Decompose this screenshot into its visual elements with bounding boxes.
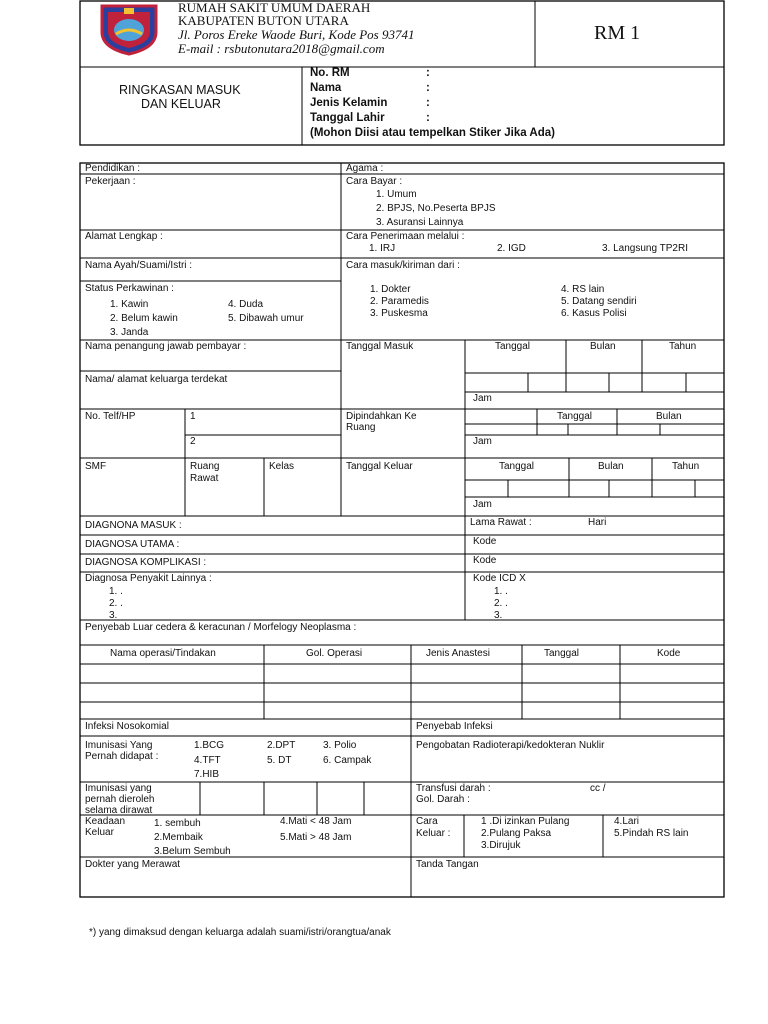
label-nama: Nama <box>310 82 342 94</box>
label-diagnosa-lain: Diagnosa Penyakit Lainnya : <box>85 573 212 584</box>
option-pindah-rs[interactable]: 5.Pindah RS lain <box>614 828 689 839</box>
header-tanggal-pindah: Tanggal <box>557 411 593 422</box>
label-ruang: Ruang <box>346 422 376 433</box>
label-cara-masuk: Cara masuk/kiriman dari : <box>346 260 460 271</box>
col-kode-operasi: Kode <box>657 648 681 659</box>
footnote: *) yang dimaksud dengan keluarga adalah suami/istri/orangtua/anak <box>89 927 391 938</box>
label-pekerjaan[interactable]: Pekerjaan : <box>85 176 136 187</box>
label-tanggal-lahir: Tanggal Lahir <box>310 112 385 124</box>
option-penerimaan-igd[interactable]: 2. IGD <box>497 243 526 254</box>
label-jam-pindah: Jam <box>473 436 492 447</box>
label-cara-penerimaan: Cara Penerimaan melalui : <box>346 231 465 242</box>
label-kelas: Kelas <box>269 461 295 472</box>
label-cara-keluar-2: Keluar : <box>416 828 451 839</box>
option-janda[interactable]: 3. Janda <box>110 327 149 338</box>
option-kawin[interactable]: 1. Kawin <box>110 299 149 310</box>
kode-icd-1[interactable]: 1. . <box>494 586 508 597</box>
label-hari: Hari <box>588 517 607 528</box>
col-nama-operasi: Nama operasi/Tindakan <box>110 648 216 659</box>
hospital-address: Jl. Poros Ereke Waode Buri, Kode Pos 93741 <box>178 27 415 42</box>
option-bayar-umum[interactable]: 1. Umum <box>376 189 417 200</box>
diagnosa-lain-3[interactable]: 3. <box>109 610 118 621</box>
option-penerimaan-langsung[interactable]: 3. Langsung TP2RI <box>602 243 688 254</box>
label-alamat[interactable]: Alamat Lengkap : <box>85 231 163 242</box>
label-imun-dirawat-2: pernah dieroleh <box>85 794 155 805</box>
label-imunisasi-1: Imunisasi Yang <box>85 740 153 751</box>
option-sembuh[interactable]: 1. sembuh <box>154 818 201 829</box>
header-bulan-keluar: Bulan <box>598 461 624 472</box>
option-dt[interactable]: 5. DT <box>267 755 292 766</box>
label-cara-keluar-1: Cara <box>416 816 438 827</box>
option-campak[interactable]: 6. Campak <box>323 755 372 766</box>
label-gol-darah[interactable]: Gol. Darah : <box>416 794 470 805</box>
option-bayar-bpjs[interactable]: 2. BPJS, No.Peserta BPJS <box>376 203 496 214</box>
label-cc: cc / <box>590 783 606 794</box>
label-imunisasi-2: Pernah didapat : <box>85 751 159 762</box>
colon: : <box>426 97 430 109</box>
col-tanggal-operasi: Tanggal <box>544 648 580 659</box>
label-lama-rawat[interactable]: Lama Rawat : <box>470 517 532 528</box>
option-mati-lebih-48[interactable]: 5.Mati > 48 Jam <box>280 832 352 843</box>
regency-name: KABUPATEN BUTON UTARA <box>178 13 349 28</box>
option-masuk-paramedis[interactable]: 2. Paramedis <box>370 296 429 307</box>
colon: : <box>426 82 430 94</box>
option-duda[interactable]: 4. Duda <box>228 299 264 310</box>
hospital-email: E-mail : rsbutonutara2018@gmail.com <box>178 41 385 56</box>
option-mati-kurang-48[interactable]: 4.Mati < 48 Jam <box>280 816 352 827</box>
label-nama-ayah[interactable]: Nama Ayah/Suami/Istri : <box>85 260 193 271</box>
option-masuk-polisi[interactable]: 6. Kasus Polisi <box>561 308 627 319</box>
label-diagnosa-masuk[interactable]: DIAGNONA MASUK : <box>85 520 182 531</box>
option-hib[interactable]: 7.HIB <box>194 769 220 780</box>
label-agama[interactable]: Agama : <box>346 163 384 174</box>
option-penerimaan-irj[interactable]: 1. IRJ <box>369 243 396 254</box>
diagnosa-lain-2[interactable]: 2. . <box>109 598 123 609</box>
sticker-note: (Mohon Diisi atau tempelkan Stiker Jika Ada) <box>310 127 555 139</box>
option-masuk-puskesma[interactable]: 3. Puskesma <box>370 308 428 319</box>
label-keluarga[interactable]: Nama/ alamat keluarga terdekat <box>85 374 228 385</box>
label-kode-komplikasi[interactable]: Kode <box>473 555 497 566</box>
label-transfusi[interactable]: Transfusi darah : <box>416 783 491 794</box>
label-imun-dirawat-1: Imunisasi yang <box>85 783 152 794</box>
label-tanda-tangan[interactable]: Tanda Tangan <box>416 859 479 870</box>
telf-field-2[interactable]: 2 <box>190 436 196 447</box>
option-bayar-asuransi[interactable]: 3. Asuransi Lainnya <box>376 217 464 228</box>
label-smf: SMF <box>85 461 107 472</box>
option-belum-kawin[interactable]: 2. Belum kawin <box>110 313 178 324</box>
label-jam-keluar: Jam <box>473 499 492 510</box>
label-diagnosa-komplikasi[interactable]: DIAGNOSA KOMPLIKASI : <box>85 557 207 568</box>
option-izin-pulang[interactable]: 1 .Di izinkan Pulang <box>481 816 570 827</box>
regency-emblem-icon <box>96 2 162 56</box>
option-masuk-sendiri[interactable]: 5. Datang sendiri <box>561 296 637 307</box>
label-jenis-kelamin: Jenis Kelamin <box>310 97 388 109</box>
kode-icd-3[interactable]: 3. <box>494 610 503 621</box>
label-imun-dirawat-3: selama dirawat <box>85 805 153 816</box>
header-tanggal-keluar: Tanggal <box>499 461 535 472</box>
label-tanggal-keluar: Tanggal Keluar <box>346 461 413 472</box>
option-bcg[interactable]: 1.BCG <box>194 740 225 751</box>
label-infeksi[interactable]: Infeksi Nosokomial <box>85 721 169 732</box>
label-no-rm: No. RM <box>310 67 350 79</box>
label-telf: No. Telf/HP <box>85 411 136 422</box>
label-pengobatan[interactable]: Pengobatan Radioterapi/kedokteran Nuklir <box>416 740 605 751</box>
option-lari[interactable]: 4.Lari <box>614 816 640 827</box>
diagnosa-lain-1[interactable]: 1. . <box>109 586 123 597</box>
label-jam: Jam <box>473 393 492 404</box>
header-tanggal: Tanggal <box>495 341 531 352</box>
label-kode-utama[interactable]: Kode <box>473 536 497 547</box>
kode-icd-2[interactable]: 2. . <box>494 598 508 609</box>
option-dpt[interactable]: 2.DPT <box>267 740 296 751</box>
form-title-line2: DAN KELUAR <box>141 97 221 111</box>
option-masuk-rs-lain[interactable]: 4. RS lain <box>561 284 605 295</box>
option-dirujuk[interactable]: 3.Dirujuk <box>481 840 521 851</box>
colon: : <box>426 67 430 79</box>
label-keadaan-2: Keluar <box>85 827 114 838</box>
label-status-perkawinan: Status Perkawinan : <box>85 283 174 294</box>
col-gol-operasi: Gol. Operasi <box>306 648 363 659</box>
header-tahun: Tahun <box>669 341 697 352</box>
label-ruang-rawat-2: Rawat <box>190 473 219 484</box>
label-penyebab-luar[interactable]: Penyebab Luar cedera & keracunan / Morfelogy Neoplasma : <box>85 622 357 633</box>
option-pulang-paksa[interactable]: 2.Pulang Paksa <box>481 828 552 839</box>
label-cara-bayar: Cara Bayar : <box>346 176 403 187</box>
telf-field-1[interactable]: 1 <box>190 411 196 422</box>
form-title-line1: RINGKASAN MASUK <box>119 83 241 97</box>
hospital-name: RUMAH SAKIT UMUM DAERAH <box>178 0 371 15</box>
header-tahun-keluar: Tahun <box>672 461 700 472</box>
option-membaik[interactable]: 2.Membaik <box>154 832 203 843</box>
label-keadaan-1: Keadaan <box>85 816 126 827</box>
label-diagnosa-utama[interactable]: DIAGNOSA UTAMA : <box>85 539 180 550</box>
label-dipindahkan: Dipindahkan Ke <box>346 411 417 422</box>
option-polio[interactable]: 3. Polio <box>323 740 357 751</box>
label-pendidikan[interactable]: Pendidikan : <box>85 163 141 174</box>
form-code: RM 1 <box>594 22 641 44</box>
label-ruang-rawat-1: Ruang <box>190 461 220 472</box>
option-belum-sembuh[interactable]: 3.Belum Sembuh <box>154 846 231 857</box>
label-kode-icd: Kode ICD X <box>473 573 526 584</box>
option-dibawah-umur[interactable]: 5. Dibawah umur <box>228 313 304 324</box>
label-penanggung[interactable]: Nama penangung jawab pembayar : <box>85 341 247 352</box>
colon: : <box>426 112 430 124</box>
header-bulan: Bulan <box>590 341 616 352</box>
option-tft[interactable]: 4.TFT <box>194 755 221 766</box>
label-tanggal-masuk: Tanggal Masuk <box>346 341 414 352</box>
col-jenis-anastesi: Jenis Anastesi <box>426 648 490 659</box>
header-bulan-pindah: Bulan <box>656 411 682 422</box>
option-masuk-dokter[interactable]: 1. Dokter <box>370 284 411 295</box>
label-penyebab-infeksi[interactable]: Penyebab Infeksi <box>416 721 493 732</box>
label-dokter-merawat[interactable]: Dokter yang Merawat <box>85 859 181 870</box>
